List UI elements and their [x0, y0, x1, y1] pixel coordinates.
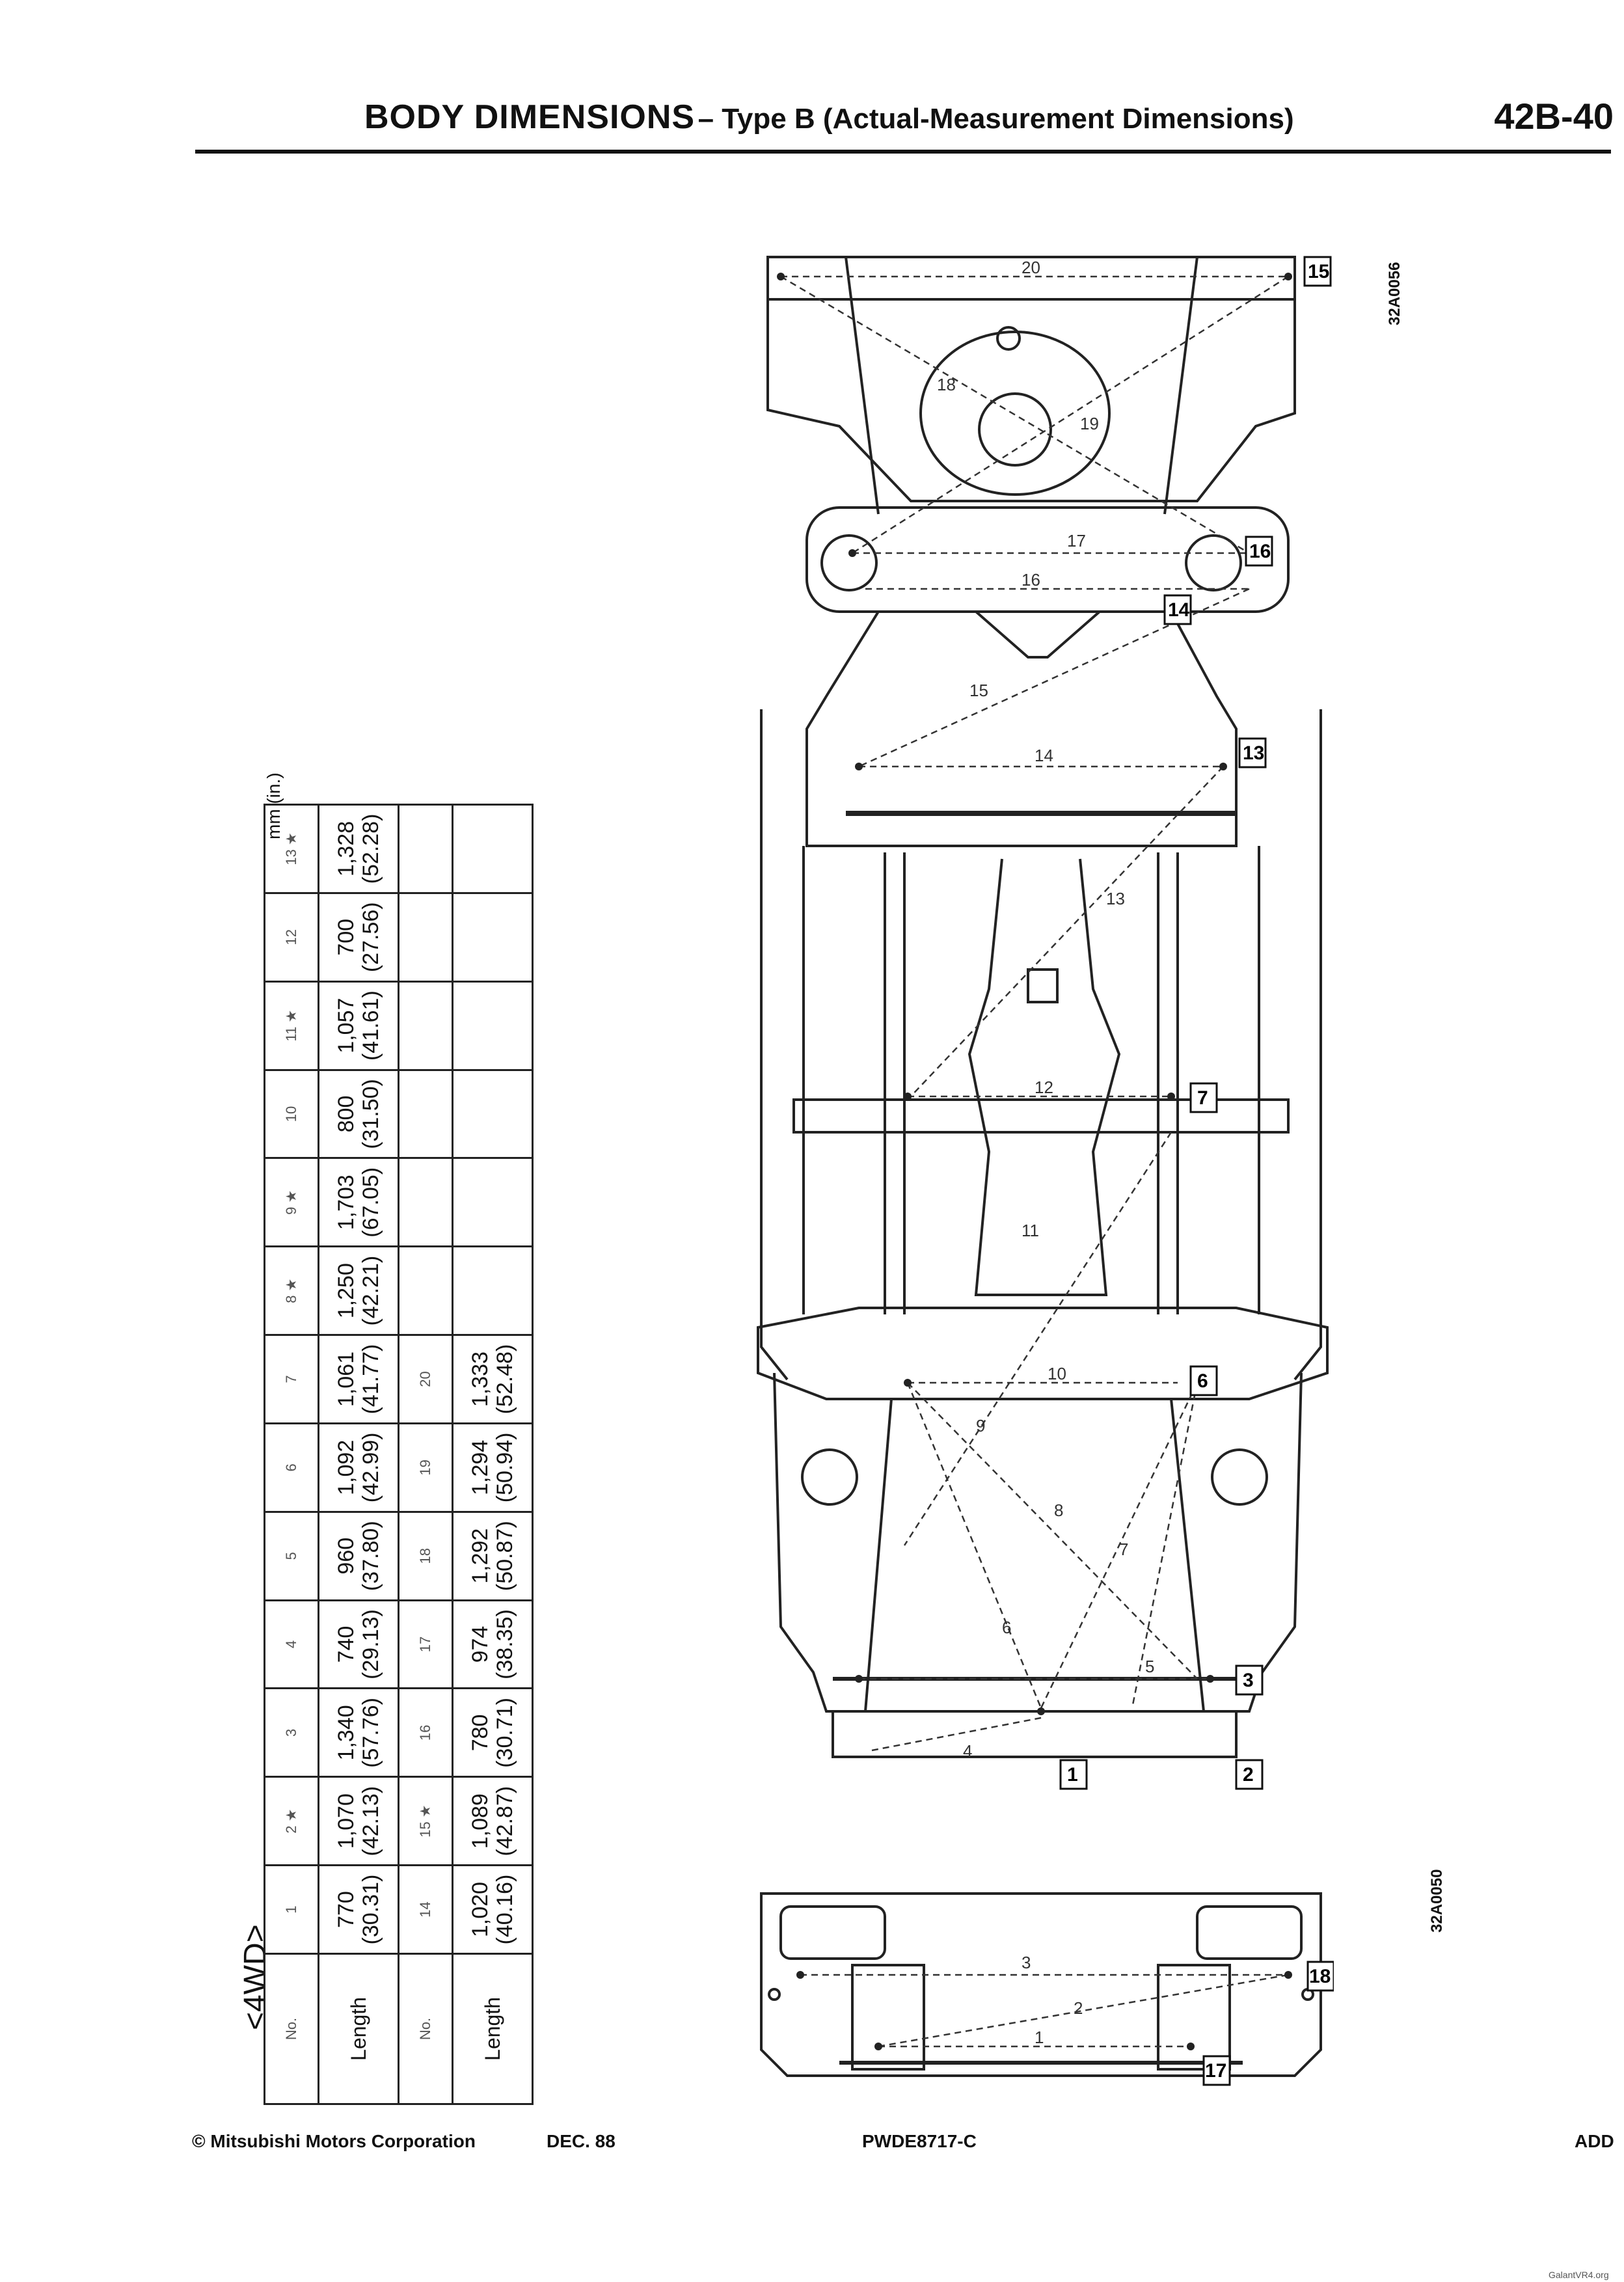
length-value — [319, 1247, 399, 1335]
unit-label: mm (in.) — [264, 772, 284, 839]
length-in: (41.77) — [359, 1344, 383, 1415]
length-in: (50.94) — [493, 1432, 517, 1503]
point-number: 8 ★ — [265, 1247, 319, 1335]
length-mm: 960 — [334, 1537, 359, 1575]
point-number: 10 — [265, 1070, 319, 1158]
front-body-outline — [774, 1373, 1301, 1711]
table-row — [399, 805, 453, 2104]
length-value — [319, 893, 399, 981]
dim-line-11 — [904, 1132, 1171, 1545]
line-label-1: 1 — [1035, 2028, 1044, 2047]
point-label-6 — [1191, 1366, 1217, 1395]
row-label: Length — [453, 1954, 533, 2104]
empty-cell — [453, 1070, 533, 1158]
dimension-table — [264, 804, 534, 2105]
line-label-17: 17 — [1067, 531, 1086, 550]
drain-hole — [997, 327, 1020, 349]
footer-tail: ADD — [1575, 2131, 1614, 2151]
length-value — [319, 1689, 399, 1777]
empty-cell — [453, 805, 533, 893]
length-value — [319, 1777, 399, 1866]
measure-point — [904, 1379, 912, 1387]
length-value — [453, 1689, 533, 1777]
dim-line-9 — [908, 1383, 1197, 1679]
underbody-diagram — [742, 241, 1366, 1802]
point-label-16 — [1246, 537, 1272, 565]
point-label-3 — [1236, 1666, 1262, 1694]
point-number: 13 ★ — [265, 805, 319, 893]
point-label-15 — [1305, 257, 1331, 286]
line-label-19: 19 — [1080, 414, 1099, 433]
table-row — [453, 805, 533, 2104]
line-label-12: 12 — [1035, 1078, 1053, 1097]
svg-text:14: 14 — [1168, 599, 1190, 621]
point-number: 20 — [399, 1335, 453, 1424]
figure-code-bottom: 32A0050 — [1428, 1869, 1446, 1933]
length-in: (42.21) — [359, 1255, 383, 1326]
left-hole — [769, 1989, 779, 2000]
length-value — [319, 805, 399, 893]
page-number: 42B-40 — [1494, 96, 1614, 137]
empty-cell — [453, 981, 533, 1070]
point-number: 19 — [399, 1423, 453, 1512]
svg-text:17: 17 — [1205, 2060, 1227, 2082]
length-in: (67.05) — [359, 1167, 383, 1238]
body-side-left — [761, 709, 787, 1379]
row-label: No. — [265, 1954, 319, 2104]
point-number: 14 — [399, 1866, 453, 1954]
measure-point — [1284, 1971, 1292, 1979]
point-number: 7 — [265, 1335, 319, 1424]
front-rail-right — [1171, 1399, 1204, 1711]
point-label-18 — [1308, 1962, 1334, 1990]
fuel-tank-bracket — [976, 612, 1100, 657]
front-strut-right — [1212, 1450, 1267, 1504]
point-number: 11 ★ — [265, 981, 319, 1070]
empty-cell — [399, 1070, 453, 1158]
length-in: (50.87) — [493, 1521, 517, 1592]
length-value — [319, 1070, 399, 1158]
length-in: (37.80) — [359, 1521, 383, 1592]
table-row — [265, 805, 319, 2104]
dim-line-2 — [878, 1975, 1288, 2046]
point-number: 4 — [265, 1600, 319, 1689]
line-label-18: 18 — [937, 375, 956, 394]
footer-code: PWDE8717-C — [862, 2131, 977, 2151]
length-value — [319, 1335, 399, 1424]
front-end-outline — [761, 1894, 1321, 2076]
line-label-10: 10 — [1048, 1364, 1066, 1383]
line-label-11: 11 — [1022, 1221, 1039, 1240]
length-mm: 700 — [334, 918, 359, 956]
length-value — [319, 1512, 399, 1600]
length-in: (27.56) — [359, 902, 383, 973]
empty-cell — [399, 893, 453, 981]
dim-line-19 — [781, 277, 1249, 553]
table-caption: <4WD> — [238, 1924, 273, 2030]
measure-point — [1037, 1707, 1045, 1715]
svg-text:1: 1 — [1067, 1764, 1078, 1786]
svg-text:16: 16 — [1249, 541, 1271, 562]
length-in: (29.13) — [359, 1609, 383, 1679]
page-subtitle: – Type B (Actual-Measurement Dimensions) — [697, 103, 1294, 135]
point-label-13 — [1239, 739, 1265, 767]
length-mm: 740 — [334, 1625, 359, 1663]
measure-point — [1219, 763, 1227, 770]
length-mm: 780 — [468, 1714, 493, 1752]
dim-line-6 — [908, 1383, 1041, 1708]
empty-cell — [453, 1247, 533, 1335]
measure-point — [1206, 1675, 1214, 1683]
dim-line-13 — [908, 767, 1223, 1100]
length-value — [453, 1600, 533, 1689]
length-mm: 1,328 — [334, 821, 359, 876]
length-value — [319, 1158, 399, 1247]
svg-text:6: 6 — [1197, 1370, 1208, 1392]
length-in: (40.16) — [493, 1874, 517, 1945]
length-in: (52.28) — [359, 813, 383, 884]
front-end-diagram — [748, 1881, 1334, 2089]
measure-point — [796, 1971, 804, 1979]
line-label-9: 9 — [976, 1416, 986, 1435]
front-strut-left — [802, 1450, 857, 1504]
point-number: 2 ★ — [265, 1777, 319, 1866]
line-label-6: 6 — [1002, 1618, 1012, 1637]
point-number: 17 — [399, 1600, 453, 1689]
right-rail — [1158, 1965, 1230, 2069]
length-in: (57.76) — [359, 1698, 383, 1768]
tunnel-bracket — [1028, 970, 1057, 1002]
length-in: (42.13) — [359, 1786, 383, 1856]
measure-point — [848, 549, 856, 557]
center-tunnel — [969, 859, 1119, 1295]
length-mm: 1,020 — [468, 1882, 493, 1938]
length-in: (52.48) — [493, 1344, 517, 1415]
length-in: (38.35) — [493, 1609, 517, 1679]
length-value — [453, 1777, 533, 1866]
point-label-2 — [1236, 1760, 1262, 1789]
length-mm: 974 — [468, 1625, 493, 1663]
length-mm: 800 — [334, 1095, 359, 1133]
length-mm: 1,061 — [334, 1351, 359, 1407]
length-in: (31.50) — [359, 1079, 383, 1149]
left-rail — [852, 1965, 924, 2069]
svg-text:15: 15 — [1308, 261, 1330, 282]
point-number: 12 — [265, 893, 319, 981]
line-label-15: 15 — [969, 681, 988, 700]
point-number: 18 — [399, 1512, 453, 1600]
dim-line-18 — [852, 277, 1288, 553]
page-title: BODY DIMENSIONS — [364, 98, 696, 136]
length-value — [319, 1423, 399, 1512]
svg-text:13: 13 — [1243, 742, 1265, 764]
line-label-7: 7 — [1119, 1540, 1129, 1559]
length-value — [319, 1866, 399, 1954]
footer-copyright: © Mitsubishi Motors Corporation — [192, 2131, 476, 2151]
front-bumper-support — [833, 1711, 1236, 1757]
dim-line-4 — [872, 1718, 1041, 1750]
length-value — [453, 1866, 533, 1954]
footer-date: DEC. 88 — [547, 2131, 616, 2151]
empty-cell — [453, 893, 533, 981]
measure-point — [874, 2043, 882, 2050]
point-label-1 — [1061, 1760, 1087, 1789]
length-mm: 1,250 — [334, 1263, 359, 1319]
length-value — [453, 1512, 533, 1600]
svg-text:2: 2 — [1243, 1764, 1254, 1786]
length-mm: 1,092 — [334, 1439, 359, 1495]
page-header — [364, 98, 1614, 150]
front-rail-left — [865, 1399, 891, 1711]
length-value — [453, 1335, 533, 1424]
spare-tire-well — [921, 332, 1109, 495]
empty-cell — [399, 1247, 453, 1335]
watermark: GalantVR4.org — [1549, 2270, 1609, 2280]
length-mm: 1,294 — [468, 1439, 493, 1495]
empty-cell — [399, 805, 453, 893]
table-row — [319, 805, 399, 2104]
point-number: 3 — [265, 1689, 319, 1777]
right-apron — [1197, 1907, 1301, 1959]
line-label-2: 2 — [1074, 1998, 1083, 2018]
length-in: (42.99) — [359, 1432, 383, 1503]
point-number: 6 — [265, 1423, 319, 1512]
length-mm: 1,292 — [468, 1528, 493, 1584]
length-mm: 1,057 — [334, 998, 359, 1053]
measure-point — [855, 1675, 863, 1683]
measure-point — [855, 763, 863, 770]
rear-frame-rail-right — [1165, 257, 1197, 514]
measure-point — [1284, 273, 1292, 280]
dimension-table-wrapper — [264, 804, 530, 2105]
length-in: (42.87) — [493, 1786, 517, 1856]
length-mm: 1,070 — [334, 1793, 359, 1849]
line-label-4: 4 — [963, 1741, 973, 1761]
svg-text:7: 7 — [1197, 1087, 1208, 1109]
row-label: No. — [399, 1954, 453, 2104]
rear-frame-rail-left — [846, 257, 878, 514]
body-side-right — [1295, 709, 1321, 1379]
left-apron — [781, 1907, 885, 1959]
length-in: (30.71) — [493, 1698, 517, 1768]
length-value — [453, 1423, 533, 1512]
length-in: (41.61) — [359, 990, 383, 1061]
front-floor-outline — [758, 1308, 1327, 1399]
row-label: Length — [319, 1954, 399, 2104]
svg-text:3: 3 — [1243, 1670, 1254, 1691]
length-mm: 1,089 — [468, 1793, 493, 1849]
point-number: 15 ★ — [399, 1777, 453, 1866]
length-mm: 1,703 — [334, 1175, 359, 1230]
line-label-8: 8 — [1054, 1501, 1064, 1520]
rear-panel-outline — [768, 257, 1295, 501]
point-number: 5 — [265, 1512, 319, 1600]
rear-suspension-crossmember — [807, 508, 1288, 612]
empty-cell — [399, 981, 453, 1070]
length-mm: 1,333 — [468, 1351, 493, 1407]
measure-point — [1167, 1093, 1175, 1100]
line-label-13: 13 — [1106, 889, 1125, 908]
point-label-7 — [1191, 1083, 1217, 1112]
length-value — [319, 981, 399, 1070]
svg-text:18: 18 — [1309, 1966, 1331, 1987]
line-label-14: 14 — [1035, 746, 1053, 765]
line-label-3: 3 — [1022, 1953, 1031, 1972]
header-rule — [195, 150, 1611, 154]
empty-cell — [453, 1158, 533, 1247]
point-number: 9 ★ — [265, 1158, 319, 1247]
line-label-16: 16 — [1022, 570, 1040, 590]
point-number: 16 — [399, 1689, 453, 1777]
length-in: (30.31) — [359, 1874, 383, 1945]
line-label-20: 20 — [1022, 258, 1040, 277]
measure-point — [777, 273, 785, 280]
line-label-5: 5 — [1145, 1657, 1155, 1676]
point-number: 1 — [265, 1866, 319, 1954]
length-value — [319, 1600, 399, 1689]
length-mm: 770 — [334, 1891, 359, 1928]
measure-point — [1187, 2043, 1195, 2050]
point-label-14 — [1165, 595, 1191, 624]
empty-cell — [399, 1158, 453, 1247]
length-mm: 1,340 — [334, 1705, 359, 1761]
point-label-17 — [1204, 2056, 1230, 2085]
figure-code-top: 32A0056 — [1386, 262, 1403, 325]
measure-point — [904, 1093, 912, 1100]
